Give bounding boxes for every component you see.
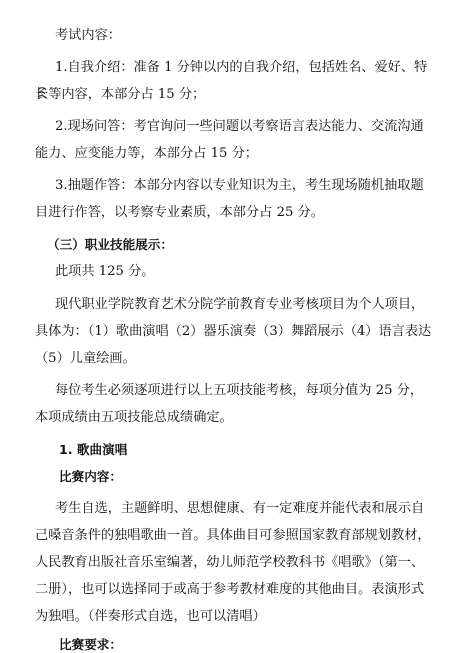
scan-mark-icon (36, 86, 48, 100)
subsection-heading: 1. 歌曲演唱 (59, 442, 128, 457)
text-line: 为独唱。（伴奏形式自选，也可以清唱） (35, 609, 266, 624)
text-line: 考试内容： (55, 28, 121, 43)
subsection-heading: 比赛内容： (59, 469, 122, 484)
text-line: 人民教育出版社音乐室编著，幼儿师范学校教科书《唱歌》（第一、 (35, 555, 425, 570)
text-line: 能力、应变能力等，本部分占 15 分； (35, 146, 258, 161)
text-line: 2.现场问答：考官询问一些问题以考察语言表达能力、交流沟通 (55, 119, 424, 134)
text-line: 考生自选，主题鲜明、思想健康、有一定难度并能代表和展示自 (55, 501, 425, 516)
text-line: 3.抽题作答：本部分内容以专业知识为主，考生现场随机抽取题 (55, 178, 424, 193)
text-line: 长等内容，本部分占 15 分； (35, 87, 206, 102)
subsection-heading: 比赛要求： (59, 637, 122, 652)
text-line: 二册），也可以选择同于或高于参考教材难度的其他曲目。表演形式 (35, 582, 425, 597)
text-line: 己嗓音条件的独唱歌曲一首。具体曲目可参照国家教育部规划教材， (35, 528, 431, 543)
text-line: 1.自我介绍：准备 1 分钟以内的自我介绍，包括姓名、爱好、特 (55, 60, 428, 75)
text-line: 具体为：（1）歌曲演唱（2）器乐演奏（3）舞蹈展示（4）语言表达 (35, 324, 432, 339)
text-line: 每位考生必须逐项进行以上五项技能考核，每项分值为 25 分， (55, 383, 424, 398)
text-line: 目进行作答，以考察专业素质，本部分占 25 分。 (35, 205, 324, 220)
text-line: 现代职业学院教育艺术分院学前教育专业考核项目为个人项目， (55, 297, 425, 312)
section-heading: （三）职业技能展示： (47, 237, 173, 252)
text-line: 此项共 125 分。 (55, 264, 155, 279)
text-line: 本项成绩由五项技能总成绩确定。 (35, 410, 233, 425)
text-line: （5）儿童绘画。 (35, 351, 136, 366)
